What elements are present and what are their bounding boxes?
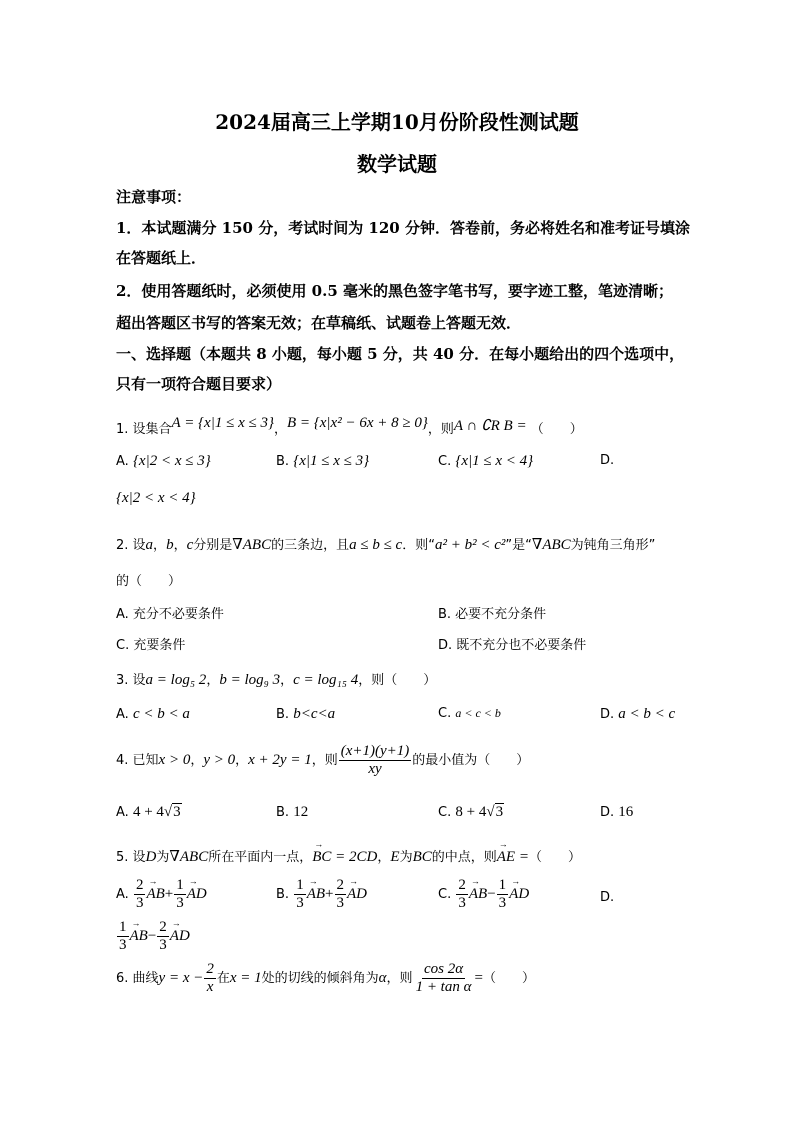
q5-option-b-label: B. <box>276 887 290 902</box>
q2-stem-line-2: 的（ ） <box>116 574 182 589</box>
q6-point: x = 1 <box>229 970 262 986</box>
q2-var-a: a <box>145 537 154 553</box>
q5-text-3: ， <box>377 850 391 865</box>
q5-option-b-vector-ab: → AB <box>307 886 325 903</box>
q4-cond-1: x > 0 <box>158 752 191 768</box>
q6-equals: = <box>474 970 483 986</box>
q3-option-c-label: C. <box>438 706 452 721</box>
q1-option-c <box>438 453 533 470</box>
q5-option-d-frac-1-num: 1 <box>119 919 127 935</box>
q5-text-1: 为 <box>156 850 170 865</box>
q5-option-c <box>438 878 529 911</box>
q3-option-a-label: A. <box>116 707 129 722</box>
q4-option-c-value: 8 + 4√3 <box>455 804 504 820</box>
q4-fraction-numerator: (x+1)(y+1) <box>340 743 410 759</box>
q3-c: c = log₁₅ 4 <box>293 672 359 688</box>
exam-title: 2024届高三上学期10月份阶段性测试题 <box>215 110 579 134</box>
q2-comma-1: ， <box>153 538 167 553</box>
q5-option-d-frac-2 <box>157 920 169 953</box>
q5-option-c-frac-1 <box>456 878 468 911</box>
q5-prefix: 5. 设 <box>116 850 146 865</box>
q6-prefix: 6. 曲线 <box>116 971 159 986</box>
q4-option-a-coef: 4 + 4 <box>132 804 164 820</box>
q5-option-b-frac-2 <box>335 878 347 911</box>
q3-option-a-value: c < b < a <box>132 706 190 722</box>
q2-comma-2: ， <box>173 538 187 553</box>
q1-option-a-label: A. <box>116 454 129 469</box>
q5-answer-paren: （ ） <box>528 850 581 865</box>
q2-text-3: 的三条边，且 <box>271 538 350 553</box>
q5-point-d: D <box>145 849 157 865</box>
q4-option-d-value: 16 <box>618 804 634 820</box>
q3-option-a <box>116 706 190 723</box>
q1-option-c-label: C. <box>438 454 452 469</box>
q5-option-c-vector-ad: → AD <box>509 886 529 903</box>
q4-prefix: 4. 已知 <box>116 753 159 768</box>
q5-option-d-vector-ad: → AD <box>170 928 190 945</box>
q5-option-b-vector-ad: → AD <box>347 886 367 903</box>
q1-option-b-label: B. <box>276 454 290 469</box>
q4-cond-2: y > 0 <box>203 752 236 768</box>
q5-option-a-frac-2 <box>174 878 186 911</box>
q2-option-d: D. 既不充分也不必要条件 <box>438 638 587 653</box>
q3-prefix: 3. 设 <box>116 673 146 688</box>
q4-cond-3: x + 2y = 1 <box>248 752 312 768</box>
q6-text-2: 处的切线的倾斜角为 <box>261 971 379 986</box>
q5-option-b <box>276 878 367 911</box>
q1-option-d-value: {x|2 < x < 4} <box>116 490 196 506</box>
q3-option-d <box>600 706 675 723</box>
q4-then: ，则 <box>311 753 338 768</box>
q4-option-d <box>600 804 633 821</box>
q4-option-a <box>116 804 182 821</box>
q5-option-a-frac-1-den: 3 <box>135 895 144 911</box>
q5-option-d <box>116 920 190 953</box>
q4-option-c-label: C. <box>438 805 452 820</box>
q4-option-c-radicand: 3 <box>495 804 504 820</box>
notice-heading: 注意事项： <box>116 188 192 206</box>
notice-item-2-line-1: 2．使用答题纸时，必须使用 0.5 毫米的黑色签字笔书写，要字迹工整，笔迹清晰； <box>116 282 673 300</box>
q2-triangle-1: ∇ABC <box>232 537 272 553</box>
q4-option-a-label: A. <box>116 805 129 820</box>
q3-suffix: ，则（ ） <box>358 673 437 688</box>
section-heading-line-2: 只有一项符合题目要求） <box>116 375 282 393</box>
q2-inequality: a² + b² < c² <box>434 537 506 553</box>
q5-option-b-frac-2-num: 2 <box>336 877 344 893</box>
q3-option-d-label: D. <box>600 707 615 722</box>
q6-text-1: 在 <box>216 971 230 986</box>
q1-set-b: B = {x|x² − 6x + 8 ≥ 0} <box>286 415 428 431</box>
q1-set-a: A = {x|1 ≤ x ≤ 3} <box>171 415 274 431</box>
q5-option-c-minus: − <box>487 886 496 902</box>
q3-a: a = log₅ 2 <box>145 672 207 688</box>
q5-option-d-frac-1-den: 3 <box>119 937 127 953</box>
question-6-stem <box>116 962 535 995</box>
q5-option-c-vector-ab: → AB <box>469 886 487 903</box>
q5-option-c-frac-2-num: 1 <box>498 877 507 893</box>
q5-option-c-frac-2-den: 3 <box>498 895 507 911</box>
q5-point-e: E <box>390 849 400 865</box>
q1-option-a <box>116 453 211 470</box>
notice-item-1-line-1: 1．本试题满分 150 分，考试时间为 120 分钟．答卷前，务必将姓名和准考证号填涂 <box>116 219 690 237</box>
q4-option-b-value: 12 <box>293 804 309 820</box>
question-2-stem <box>116 534 655 554</box>
q5-option-d-vector-ab: → AB <box>130 928 148 945</box>
q5-triangle: ∇ABC <box>169 849 209 865</box>
q5-text-2: 所在平面内一点， <box>208 850 313 865</box>
q4-suffix: 的最小值为（ ） <box>412 753 530 768</box>
q3-sep-1: ， <box>206 673 220 688</box>
q5-option-b-frac-1-num: 1 <box>296 877 304 893</box>
q4-fraction-denominator: xy <box>368 761 382 777</box>
q1-option-d-label: D. <box>600 453 615 468</box>
q1-option-b-value: {x|1 ≤ x ≤ 3} <box>293 453 370 469</box>
q5-option-a-plus: + <box>164 886 174 902</box>
q5-vector-equation: → BC = 2CD <box>312 849 377 866</box>
q4-option-a-value: 4 + 4√3 <box>132 804 181 820</box>
q3-b: b = log₉ 3 <box>219 672 281 688</box>
q3-sep-2: ， <box>280 673 294 688</box>
q5-option-a <box>116 878 207 911</box>
q6-target-fraction-num: cos 2α <box>423 961 464 977</box>
q2-option-a: A. 充分不必要条件 <box>116 607 224 622</box>
q5-segment-bc: BC <box>412 849 432 865</box>
q2-option-c: C. 充要条件 <box>116 638 186 653</box>
q3-option-b-label: B. <box>276 707 290 722</box>
notice-item-2-line-2: 超出答题区书写的答案无效；在草稿纸、试题卷上答题无效． <box>116 314 522 332</box>
q4-option-c <box>438 804 504 821</box>
q2-option-b: B. 必要不充分条件 <box>438 607 547 622</box>
q5-option-d-minus: − <box>147 928 157 944</box>
q1-option-c-value: {x|1 ≤ x < 4} <box>455 453 534 469</box>
question-1-stem <box>116 415 583 438</box>
q2-text-1: 2. 设 <box>116 538 146 553</box>
q5-option-d-label: D. <box>600 890 615 905</box>
question-3-stem <box>116 669 436 689</box>
q2-var-b: b <box>166 537 174 553</box>
q1-option-b <box>276 453 369 470</box>
subject-title: 数学试题 <box>357 152 437 176</box>
q6-curve-fraction-num: 2 <box>206 961 214 977</box>
q5-option-c-frac-1-den: 3 <box>458 895 466 911</box>
q3-option-d-value: a < b < c <box>618 706 676 722</box>
q1-then: ，则 <box>427 422 454 437</box>
q5-option-c-frac-2 <box>497 878 509 911</box>
section-heading-line-1: 一、选择题（本题共 8 小题，每小题 5 分，共 40 分．在每小题给出的四个选项中， <box>116 345 685 363</box>
q1-expression: A ∩ ∁R B = <box>453 418 527 434</box>
q4-option-d-label: D. <box>600 805 615 820</box>
q2-condition: a ≤ b ≤ c <box>349 537 403 553</box>
q6-alpha: α <box>378 970 387 986</box>
q6-curve-lhs: y = x − <box>158 970 204 986</box>
q5-option-c-frac-1-num: 2 <box>458 877 466 893</box>
q4-fraction <box>339 744 412 777</box>
q5-option-d-frac-2-den: 3 <box>159 937 167 953</box>
q2-text-2: 分别是 <box>193 538 233 553</box>
q1-option-a-value: {x|2 < x ≤ 3} <box>132 453 211 469</box>
q4-option-c-coef: 8 + 4 <box>455 804 487 820</box>
q6-target-fraction <box>414 962 474 995</box>
q5-option-a-vector-ad: → AD <box>187 886 207 903</box>
q6-target-fraction-den: 1 + tan α <box>415 979 472 995</box>
q5-option-a-frac-1-num: 2 <box>135 877 144 893</box>
q5-option-a-label: A. <box>116 887 129 902</box>
q5-option-b-frac-2-den: 3 <box>336 895 344 911</box>
q5-text-5: 的中点，则 <box>431 850 497 865</box>
q3-option-c-value: a < c < b <box>455 706 501 720</box>
q1-answer-paren: （ ） <box>530 422 583 437</box>
q3-option-b-value: b<c<a <box>293 706 336 722</box>
q6-text-3: ，则 <box>386 971 413 986</box>
q5-option-a-frac-2-num: 1 <box>176 877 184 893</box>
q5-option-b-frac-1-den: 3 <box>296 895 304 911</box>
q2-text-5: ”是“ <box>505 538 532 553</box>
q5-option-a-frac-1 <box>134 878 146 911</box>
q3-option-c <box>438 706 501 721</box>
q6-curve-fraction <box>204 962 216 995</box>
q5-vector-ae: → AE = <box>497 849 529 866</box>
q4-option-b <box>276 804 308 821</box>
q5-option-b-frac-1 <box>294 878 306 911</box>
q4-sep-1: ， <box>190 753 204 768</box>
q2-text-4: ．则“ <box>402 538 435 553</box>
q3-option-b <box>276 706 335 723</box>
q4-option-b-label: B. <box>276 805 290 820</box>
q1-sep: ， <box>273 422 287 437</box>
q5-option-a-frac-2-den: 3 <box>176 895 184 911</box>
q5-option-d-frac-2-num: 2 <box>159 919 167 935</box>
q6-answer-paren: （ ） <box>482 971 535 986</box>
q5-option-c-label: C. <box>438 887 452 902</box>
question-5-stem <box>116 846 581 866</box>
q4-option-a-radicand: 3 <box>173 804 181 820</box>
notice-item-1-line-2: 在答题纸上． <box>116 249 207 267</box>
q6-curve-fraction-den: x <box>206 979 214 995</box>
q2-text-6: 为钝角三角形” <box>570 538 656 553</box>
q1-prefix: 1. 设集合 <box>116 422 172 437</box>
q5-option-d-frac-1 <box>117 920 129 953</box>
q2-triangle-2: ∇ABC <box>531 537 571 553</box>
q2-var-c: c <box>186 537 194 553</box>
q5-option-b-plus: + <box>325 886 334 902</box>
q5-option-a-vector-ab: → AB <box>146 886 164 903</box>
q5-text-4: 为 <box>399 850 413 865</box>
q1-option-d <box>116 490 196 507</box>
q4-sep-2: ， <box>235 753 249 768</box>
question-4-stem <box>116 744 529 777</box>
